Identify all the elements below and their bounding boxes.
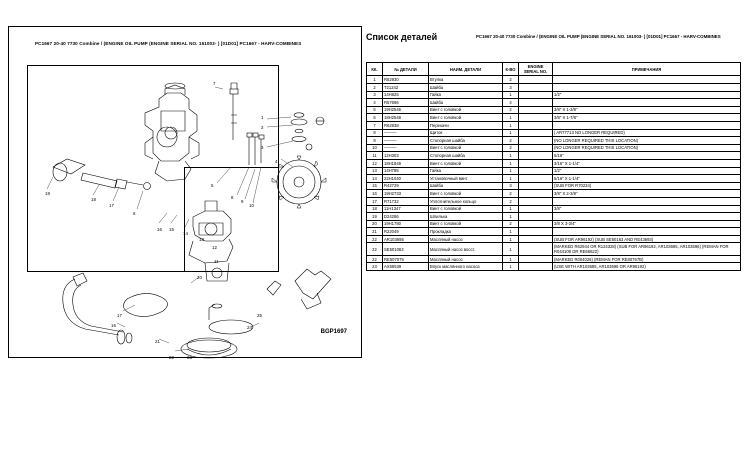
cell-part-name: Шайба [429,84,503,92]
cell-part-name: Шайба [429,99,503,107]
cell-part-number: R62938 [383,121,429,129]
cell-part-number: R71732 [383,197,429,205]
cell-kk: 3 [367,91,383,99]
cell-qty: 2 [503,137,519,145]
cell-qty: 1 [503,159,519,167]
cell-kk: 7 [367,121,383,129]
table-row[interactable] [367,263,741,271]
cell-qty: 1 [503,91,519,99]
cell-remarks: 3/8" [553,205,741,213]
cell-engine-serial [519,220,553,228]
parts-table [366,62,741,271]
cell-part-name: Гайка [429,167,503,175]
cell-part-number: 19H1780 [383,220,429,228]
svg-text:24: 24 [247,325,252,330]
svg-text:16: 16 [157,227,162,232]
cell-qty: 1 [503,263,519,271]
cell-engine-serial [519,213,553,221]
cell-remarks: 3/8" X 1-7/8" [553,114,741,122]
cell-part-number: 19H2546 [383,106,429,114]
table-row[interactable] [367,99,741,107]
cell-qty: 3 [503,182,519,190]
cell-part-name: Винт с головкой [429,205,503,213]
table-row[interactable] [367,220,741,228]
page-title: Список деталей [366,32,438,42]
cell-part-number: R42729 [383,182,429,190]
table-header-row [367,63,741,76]
cell-part-number: 14H785 [383,167,429,175]
cell-engine-serial [519,84,553,92]
cell-remarks: 3/16" X 1-1/4" [553,159,741,167]
cell-part-number: 14H825 [383,91,429,99]
cell-engine-serial [519,137,553,145]
cell-engine-serial [519,205,553,213]
svg-text:1: 1 [261,115,264,120]
cell-part-name: Масляный насос [429,235,503,243]
cell-qty: 1 [503,228,519,236]
cell-kk: 1 [367,76,383,84]
cell-kk: 23 [367,263,383,271]
parts-list-header-text: PC1667 20-40 7730 Combine / (ENGINE OIL PUMP (ENGINE SERIAL NO. 161003- ) [01D01] PC1667 - HARV-COMBINES [476,34,721,39]
table-row[interactable] [367,144,741,152]
cell-part-name: Стопорная шайба [429,137,503,145]
cell-qty: 1 [503,235,519,243]
cell-remarks: 3/8" X 2-3/8" [553,190,741,198]
table-row[interactable] [367,228,741,236]
cell-kk: 4 [367,99,383,107]
cell-remarks: (SUB FOR AR96192) (SUB SE50163 AND RE43693) [553,235,741,243]
cell-remarks: 1/2" [553,167,741,175]
table-row[interactable] [367,137,741,145]
cell-remarks [553,84,741,92]
cell-part-number: R57696 [383,99,429,107]
table-row[interactable] [367,205,741,213]
cell-qty: 2 [503,144,519,152]
col-header-engine-serial: ENGINE SERIAL NO. [519,63,553,76]
table-row[interactable] [367,182,741,190]
svg-text:6: 6 [133,211,136,216]
svg-text:17: 17 [117,313,122,318]
cell-part-name: Винт с головкой [429,114,503,122]
cell-part-name: Винт с головкой [429,190,503,198]
cell-kk: 14 [367,175,383,183]
cell-remarks [553,228,741,236]
cell-kk: 22 [367,243,383,255]
cell-remarks: (NO LONGER REQUIRED THIS LOCATION) [553,137,741,145]
col-header-part-number: № ДЕТАЛИ [383,63,429,76]
cell-part-name: Прокладка [429,228,503,236]
svg-text:15: 15 [169,227,174,232]
table-row[interactable] [367,167,741,175]
cell-part-name: Установочный винт [429,175,503,183]
parts-table-body [367,76,741,271]
cell-remarks: (SUB FOR R70234) [553,182,741,190]
col-header-qty: К-ВО [503,63,519,76]
cell-kk: 12 [367,159,383,167]
svg-text:19: 19 [45,191,50,196]
cell-remarks [553,121,741,129]
col-header-kk: КК. [367,63,383,76]
cell-part-number: 12H303 [383,152,429,160]
table-row[interactable] [367,235,741,243]
cell-engine-serial [519,243,553,255]
cell-engine-serial [519,255,553,263]
cell-qty: 1 [503,121,519,129]
cell-part-number: AX56539 [383,263,429,271]
table-row[interactable] [367,114,741,122]
cell-part-number: 18H2548 [383,114,429,122]
svg-text:4: 4 [275,159,278,164]
table-row[interactable] [367,106,741,114]
cell-part-number: R22049 [383,228,429,236]
cell-kk: 10 [367,144,383,152]
cell-qty: 1 [503,255,519,263]
cell-qty: 1 [503,152,519,160]
cell-remarks: (MARKED R004026) (REMAN FOR RE80767B) [553,255,741,263]
cell-engine-serial [519,190,553,198]
svg-text:22: 22 [169,355,174,360]
cell-qty: 2 [503,76,519,84]
cell-part-name: Впуск маслянного насоса [429,263,503,271]
cell-remarks: 3/8" X 1-3/8" [553,106,741,114]
cell-part-name: Втулка [429,76,503,84]
table-row[interactable] [367,243,741,255]
cell-engine-serial [519,235,553,243]
cell-engine-serial [519,114,553,122]
diagram-panel [8,26,362,358]
svg-text:7: 7 [213,81,216,86]
cell-remarks: 5/16" X 1-1/4" [553,175,741,183]
cell-remarks: (USE WITH AR103695, AR103696 OR AR96192) [553,263,741,271]
table-row[interactable] [367,255,741,263]
cell-engine-serial [519,144,553,152]
cell-part-number: 18H1849 [383,159,429,167]
col-header-part-name: НАИМ. ДЕТАЛИ [429,63,503,76]
cell-engine-serial [519,263,553,271]
cell-qty: 3 [503,84,519,92]
svg-text:16: 16 [111,323,116,328]
cell-remarks: (MARKED R62944 OR R124328) (SUB FOR AR96192, AR103695, AR103696) (REMAN FOR R044108 OR RE66622) [553,243,741,255]
cell-engine-serial [519,91,553,99]
cell-qty: 2 [503,106,519,114]
svg-text:9: 9 [241,199,244,204]
cell-kk: 19 [367,213,383,221]
cell-kk: 2 [367,84,383,92]
cell-part-name: Уплотнительное кольцо [429,197,503,205]
cell-kk: 17 [367,197,383,205]
svg-text:18: 18 [91,197,96,202]
cell-part-name: Перекачи [429,121,503,129]
col-header-remarks: ПРИМЕЧАНИЯ [553,63,741,76]
cell-qty: 2 [503,197,519,205]
cell-kk: 9 [367,137,383,145]
table-row[interactable] [367,159,741,167]
cell-part-number: D24286 [383,213,429,221]
cell-part-number: SE501063 [383,243,429,255]
svg-text:5: 5 [211,183,214,188]
table-row[interactable] [367,129,741,137]
svg-text:14: 14 [183,231,188,236]
cell-engine-serial [519,197,553,205]
diagram-code-label: BGP1697 [320,329,347,335]
parts-list-panel [366,26,744,356]
table-row[interactable] [367,197,741,205]
cell-kk: 21 [367,228,383,236]
cell-qty: 1 [503,167,519,175]
cell-engine-serial [519,152,553,160]
cell-part-number: ——— [383,144,429,152]
cell-engine-serial [519,106,553,114]
table-row[interactable] [367,91,741,99]
cell-part-name: Винт с головкой [429,106,503,114]
cell-kk: 22 [367,255,383,263]
svg-text:12: 12 [212,245,217,250]
table-row[interactable] [367,76,741,84]
cell-remarks [553,213,741,221]
table-row[interactable] [367,213,741,221]
cell-engine-serial [519,182,553,190]
cell-part-number: T21242 [383,84,429,92]
cell-part-number: RE507075 [383,255,429,263]
table-row[interactable] [367,121,741,129]
cell-qty: 2 [503,190,519,198]
cell-qty: 2 [503,220,519,228]
table-row[interactable] [367,152,741,160]
cell-part-number: AR103695 [383,235,429,243]
cell-kk: 5 [367,106,383,114]
cell-engine-serial [519,121,553,129]
cell-part-number: ——— [383,137,429,145]
cell-part-name: Масляный насос [429,255,503,263]
svg-text:17: 17 [109,203,114,208]
table-row[interactable] [367,190,741,198]
cell-kk: 11 [367,152,383,160]
cell-kk: 20 [367,220,383,228]
cell-engine-serial [519,167,553,175]
cell-kk: 15 [367,182,383,190]
cell-qty: 1 [503,243,519,255]
svg-text:23: 23 [187,355,192,360]
cell-part-name: Винт с головкой [429,144,503,152]
callout-numbers [45,81,278,360]
cell-engine-serial [519,76,553,84]
cell-kk: 6 [367,114,383,122]
cell-qty: 1 [503,213,519,221]
cell-kk: 22 [367,235,383,243]
cell-remarks: 5/16" [553,152,741,160]
cell-remarks [553,197,741,205]
svg-text:11: 11 [214,259,219,264]
svg-text:21: 21 [155,339,160,344]
cell-part-number: R62930 [383,76,429,84]
cell-part-name: Шпилька [429,213,503,221]
exploded-parts-drawing [9,27,361,360]
cell-remarks: 1/2" [553,91,741,99]
cell-part-name: Винт с головкой [429,159,503,167]
cell-qty: 1 [503,175,519,183]
diagram-header-text: PC1667 20-40 7730 Combine / (ENGINE OIL PUMP (ENGINE SERIAL NO. 161003- ) [01D01] PC1667 - HARV-COMBINES [35,41,302,46]
cell-engine-serial [519,159,553,167]
cell-remarks: ( AR77713 NO LONGER REQUIRED) [553,129,741,137]
cell-qty: 1 [503,114,519,122]
cell-kk: 13 [367,167,383,175]
svg-text:25: 25 [257,313,262,318]
svg-text:10: 10 [249,203,254,208]
cell-part-number: 22H1040 [383,175,429,183]
svg-text:2: 2 [261,125,264,130]
cell-qty: 4 [503,99,519,107]
cell-engine-serial [519,175,553,183]
svg-text:8: 8 [231,195,234,200]
cell-qty: 1 [503,129,519,137]
table-row[interactable] [367,175,741,183]
cell-part-number: ——— [383,129,429,137]
cell-part-name: Стопорная шайба [429,152,503,160]
cell-kk: 18 [367,205,383,213]
cell-part-name: Винт с головкой [429,220,503,228]
cell-engine-serial [519,99,553,107]
cell-kk: 16 [367,190,383,198]
svg-text:13: 13 [199,237,204,242]
cell-part-name: Щиток [429,129,503,137]
cell-part-name: Масляный насос восст. [429,243,503,255]
cell-engine-serial [519,228,553,236]
cell-remarks [553,76,741,84]
table-row[interactable] [367,84,741,92]
cell-part-number: 19H2733 [383,190,429,198]
cell-part-name: Гайка [429,91,503,99]
cell-remarks [553,99,741,107]
cell-kk: 8 [367,129,383,137]
svg-text:20: 20 [197,275,202,280]
cell-engine-serial [519,129,553,137]
cell-remarks: 3/8 X 3-3/4" [553,220,741,228]
cell-part-name: Шайба [429,182,503,190]
cell-qty: 1 [503,205,519,213]
svg-text:3: 3 [261,145,264,150]
cell-remarks: (NO LONGER REQUIRED THIS LOCATION) [553,144,741,152]
cell-part-number: 11H1347 [383,205,429,213]
